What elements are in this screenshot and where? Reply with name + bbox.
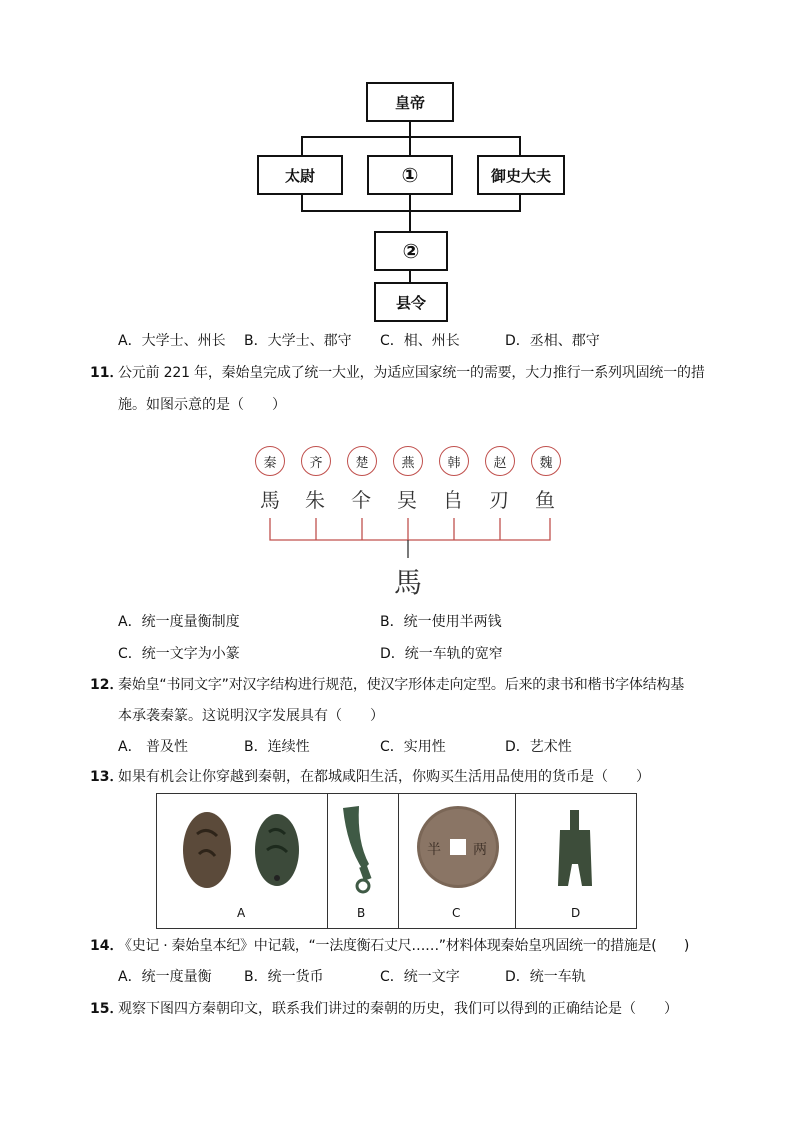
q12-stem-line2: 本承袭秦篆。这说明汉字发展具有（ ） (118, 708, 384, 724)
q12-option-a: A． 普及性 (118, 739, 189, 755)
q11-number: 11． (90, 365, 124, 381)
state-chu: 楚 (347, 446, 377, 476)
q10-option-d: D．丞相、郡守 (505, 333, 600, 349)
org-box-blank-1: ① (367, 155, 453, 195)
org-line (409, 122, 411, 137)
coin-label-b: B (357, 906, 366, 920)
q14-stem: 《史记 · 秦始皇本纪》中记载，“一法度衡石丈尺……”材料体现秦始皇巩固统一的措施是( ) (118, 938, 689, 954)
coin-label-c: C (452, 906, 461, 920)
q10-option-c: C．相、州长 (380, 333, 460, 349)
ban-liang-coin-image (415, 804, 501, 890)
q11-stem-line1: 公元前 221 年，秦始皇完成了统一大业，为适应国家统一的需要，大力推行一系列巩固统一的措 (118, 365, 705, 381)
org-line (519, 136, 521, 156)
ancient-glyph-qi: 朱 (305, 488, 325, 512)
org-box-blank-2: ② (374, 231, 448, 271)
state-yan: 燕 (393, 446, 423, 476)
org-box-county: 县令 (374, 282, 448, 322)
ancient-glyph-yan: 旲 (397, 488, 417, 512)
coin-table (156, 793, 637, 929)
q11-option-c: C．统一文字为小篆 (118, 646, 240, 662)
q12-option-d: D．艺术性 (505, 739, 572, 755)
org-line (301, 136, 303, 156)
q11-option-a: A．统一度量衡制度 (118, 614, 240, 630)
state-han: 韩 (439, 446, 469, 476)
org-line (409, 136, 411, 156)
unified-glyph: 馬 (394, 566, 423, 599)
state-wei: 魏 (531, 446, 561, 476)
q11-stem-line2: 施。如图示意的是（ ） (118, 397, 286, 413)
coin-label-a: A (237, 906, 246, 920)
org-line (301, 136, 521, 138)
coin-label-d: D (571, 906, 581, 920)
q13-stem: 如果有机会让你穿越到秦朝，在都城咸阳生活，你购买生活用品使用的货币是（ ） (118, 769, 650, 785)
q14-option-c: C．统一文字 (380, 969, 460, 985)
q10-option-a: A．大学士、州长 (118, 333, 226, 349)
q11-option-d: D．统一车轨的宽窄 (380, 646, 503, 662)
ant-nose-coin-image (177, 806, 307, 891)
ancient-glyph-qin: 馬 (260, 488, 280, 512)
org-box-emperor: 皇帝 (366, 82, 454, 122)
org-line (409, 195, 411, 232)
q11-option-b: B．统一使用半两钱 (380, 614, 502, 630)
org-line (301, 195, 303, 211)
q12-number: 12． (90, 677, 124, 693)
ancient-glyph-wei: 鱼 (535, 488, 555, 512)
state-zhao: 赵 (485, 446, 515, 476)
org-line (519, 195, 521, 211)
q15-stem: 观察下图四方秦朝印文，联系我们讲过的秦朝的历史，我们可以得到的正确结论是（ ） (118, 1001, 678, 1017)
q15-number: 15． (90, 1001, 124, 1017)
spade-coin-image (550, 806, 600, 891)
ancient-glyph-chu: 仐 (351, 488, 371, 512)
q12-option-b: B．连续性 (244, 739, 310, 755)
state-qin: 秦 (255, 446, 285, 476)
ancient-glyph-zhao: 刃 (489, 488, 509, 512)
org-box-taiwei: 太尉 (257, 155, 343, 195)
state-qi: 齐 (301, 446, 331, 476)
knife-coin-image (337, 802, 387, 897)
q12-stem-line1: 秦始皇“书同文字”对汉字结构进行规范，使汉字形体走向定型。后来的隶书和楷书字体结构基 (118, 677, 685, 693)
svg-text:半: 半 (427, 842, 441, 858)
q13-number: 13． (90, 769, 124, 785)
org-line (301, 210, 521, 212)
q12-option-c: C．实用性 (380, 739, 446, 755)
q14-option-b: B．统一货币 (244, 969, 324, 985)
q14-number: 14． (90, 938, 124, 954)
q14-option-a: A．统一度量衡 (118, 969, 212, 985)
q10-option-b: B．大学士、郡守 (244, 333, 352, 349)
ancient-glyph-han: 𠂤 (443, 488, 463, 512)
svg-text:两: 两 (473, 842, 487, 858)
bracket-lines (260, 510, 560, 560)
q14-option-d: D．统一车轨 (505, 969, 586, 985)
org-box-yushi: 御史大夫 (477, 155, 565, 195)
